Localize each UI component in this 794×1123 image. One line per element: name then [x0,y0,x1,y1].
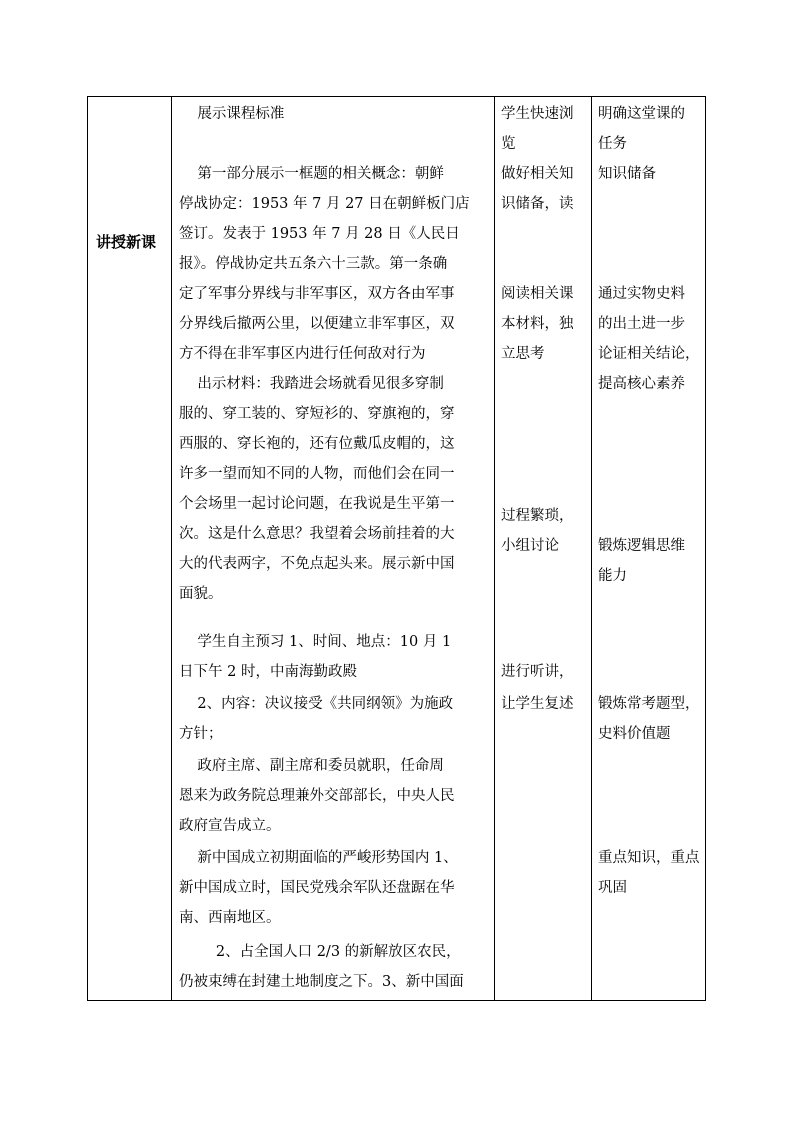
intent-line: 锻炼常考题型， [598,696,700,712]
content-line: 签订。发表于 1953 年 7 月 28 日《人民日 [179,226,460,242]
content-line: 大的代表两字，不免点起头来。展示新中国 [179,556,455,572]
teaching-content-column [172,97,495,1000]
content-line: 仍被束缚在封建土地制度之下。3、新中国面 [179,974,464,990]
content-line: 新中国成立初期面临的严峻形势国内 1、 [179,850,458,866]
content-line: 第一部分展示一框题的相关概念：朝鲜 [179,166,444,182]
student-line: 立思考 [501,346,545,362]
content-line: 个会场里一起讨论问题，在我说是生平第一 [179,496,455,512]
intent-line: 的出土进一步 [598,316,685,332]
intent-line: 论证相关结论， [598,346,700,362]
content-line: 方不得在非军事区内进行任何敌对行为 [179,346,426,362]
intent-line: 能力 [598,568,627,584]
intent-line: 通过实物史料 [598,286,685,302]
lesson-table [87,96,706,1001]
intent-line: 任务 [598,136,627,152]
content-line: 次。这是什么意思？我望着会场前挂着的大 [179,526,455,542]
content-line: 新中国成立时，国民党残余军队还盘踞在华 [179,880,455,896]
student-line: 小组讨论 [501,538,559,554]
content-line: 政府主席、副主席和委员就职，任命周 [179,758,444,774]
intent-line: 重点知识，重点 [598,850,700,866]
content-line: 政府宣告成立。 [179,818,281,834]
intent-line: 锻炼逻辑思维 [598,538,685,554]
intent-line: 知识储备 [598,166,656,182]
content-line: 定了军事分界线与非军事区，双方各由军事 [179,286,455,302]
student-line: 过程繁琐， [501,508,574,524]
content-line: 西服的、穿长袍的，还有位戴瓜皮帽的，这 [179,436,455,452]
content-line: 面貌。 [179,586,223,602]
section-column [88,97,172,1000]
intent-line: 巩固 [598,880,627,896]
content-line: 日下午 2 时，中南海勤政殿 [179,664,357,680]
section-label: 讲授新课 [96,233,157,251]
content-line: 停战协定：1953 年 7 月 27 日在朝鲜板门店 [179,196,470,212]
student-line: 让学生复述 [501,696,574,712]
student-line: 阅读相关课 [501,286,574,302]
content-line: 报》。停战协定共五条六十三款。第一条确 [179,256,448,272]
student-activity-column [495,97,592,1000]
content-line: 展示课程标准 [179,106,285,122]
content-line: 2、占全国人口 2/3 的新解放区农民， [179,944,461,960]
content-line: 2、内容：决议接受《共同纲领》为施政 [179,696,454,712]
content-line: 学生自主预习 1、时间、地点：10 月 1 [179,634,452,650]
content-line: 南、西南地区。 [179,910,281,926]
student-line: 学生快速浏 [501,106,574,122]
content-line: 恩来为政务院总理兼外交部部长，中央人民 [179,788,455,804]
content-line: 方针； [179,726,223,742]
student-line: 识储备，读 [501,196,574,212]
content-line: 出示材料：我踏进会场就看见很多穿制 [179,376,444,392]
content-line: 分界线后撤两公里，以便建立非军事区，双 [179,316,455,332]
design-intent-column [592,97,705,1000]
intent-line: 史料价值题 [598,726,671,742]
intent-line: 提高核心素养 [598,376,685,392]
content-line: 服的、穿工装的、穿短衫的、穿旗袍的，穿 [179,406,455,422]
student-line: 本材料，独 [501,316,574,332]
student-line: 做好相关知 [501,166,574,182]
content-line: 许多一望而知不同的人物，而他们会在同一 [179,466,455,482]
student-line: 进行听讲， [501,664,574,680]
intent-line: 明确这堂课的 [598,106,685,122]
student-line: 览 [501,136,516,152]
